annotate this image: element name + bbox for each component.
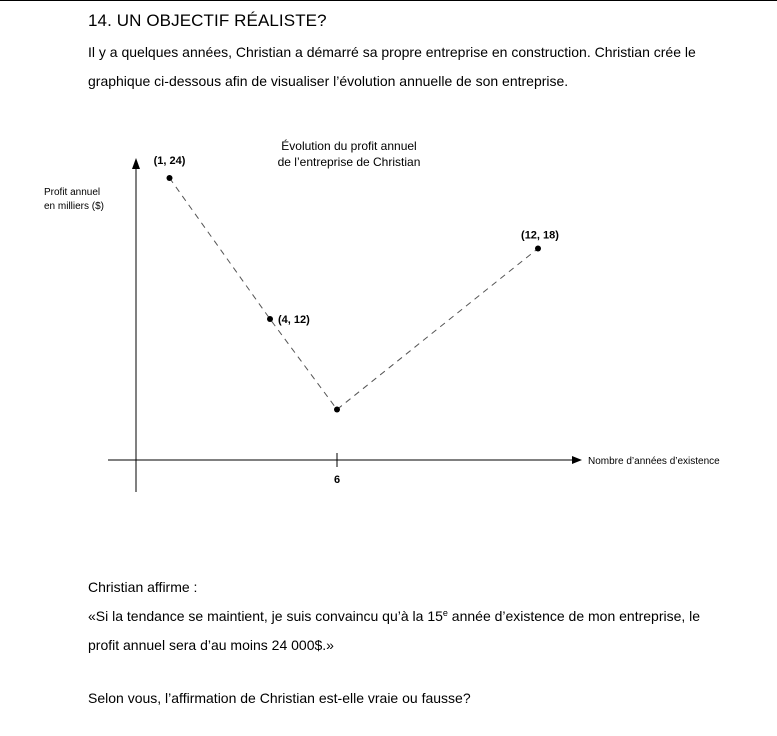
x-axis-label: Nombre d’années d’existence: [588, 456, 720, 467]
y-axis-label-line-1: Profit annuel: [44, 187, 101, 198]
data-point-label-4: (12, 18): [521, 229, 559, 242]
y-axis-label-line-2: en milliers ($): [44, 201, 105, 212]
claim-line-1: [88, 602, 748, 631]
claim-line-1-end: année d’existence de mon entreprise, le: [447, 608, 701, 624]
intro-line-2: graphique ci-dessous afin de visualiser l’évolution annuelle de son entreprise.: [88, 73, 569, 89]
ordinal-suffix: e: [442, 608, 448, 618]
claim-line-2: profit annuel sera d’au moins 24 000$.»: [88, 637, 334, 653]
x-axis-arrow: [572, 456, 582, 464]
data-point-3: [334, 406, 340, 412]
data-point-1: [167, 175, 173, 181]
chart-title-line-2: de l’entreprise de Christian: [277, 155, 421, 169]
profit-chart: [0, 120, 777, 505]
claim-quote: [88, 602, 748, 660]
data-point-4: [535, 246, 541, 252]
top-rule: [0, 0, 777, 1]
data-point-2: [267, 316, 273, 322]
data-point-label-2: (4, 12): [278, 314, 310, 326]
intro-line-1: Il y a quelques années, Christian a démarré sa propre entreprise en construction. Christian crée le: [88, 44, 696, 60]
data-point-label-1: (1, 24): [153, 155, 186, 167]
claim-line-1-start: «Si la tendance se maintient, je suis convaincu qu’à la 15: [88, 608, 443, 624]
problem-heading: 14. UN OBJECTIF RÉALISTE?: [88, 11, 327, 30]
intro-paragraph: [88, 38, 748, 96]
chart-title-line-1: Évolution du profit annuel: [281, 139, 417, 153]
question-text: Selon vous, l’affirmation de Christian est-elle vraie ou fausse?: [88, 690, 471, 706]
trend-line: [170, 178, 539, 409]
x-tick-label-6: 6: [333, 474, 341, 486]
y-axis-arrow: [132, 158, 140, 169]
claim-intro: Christian affirme :: [88, 579, 198, 595]
